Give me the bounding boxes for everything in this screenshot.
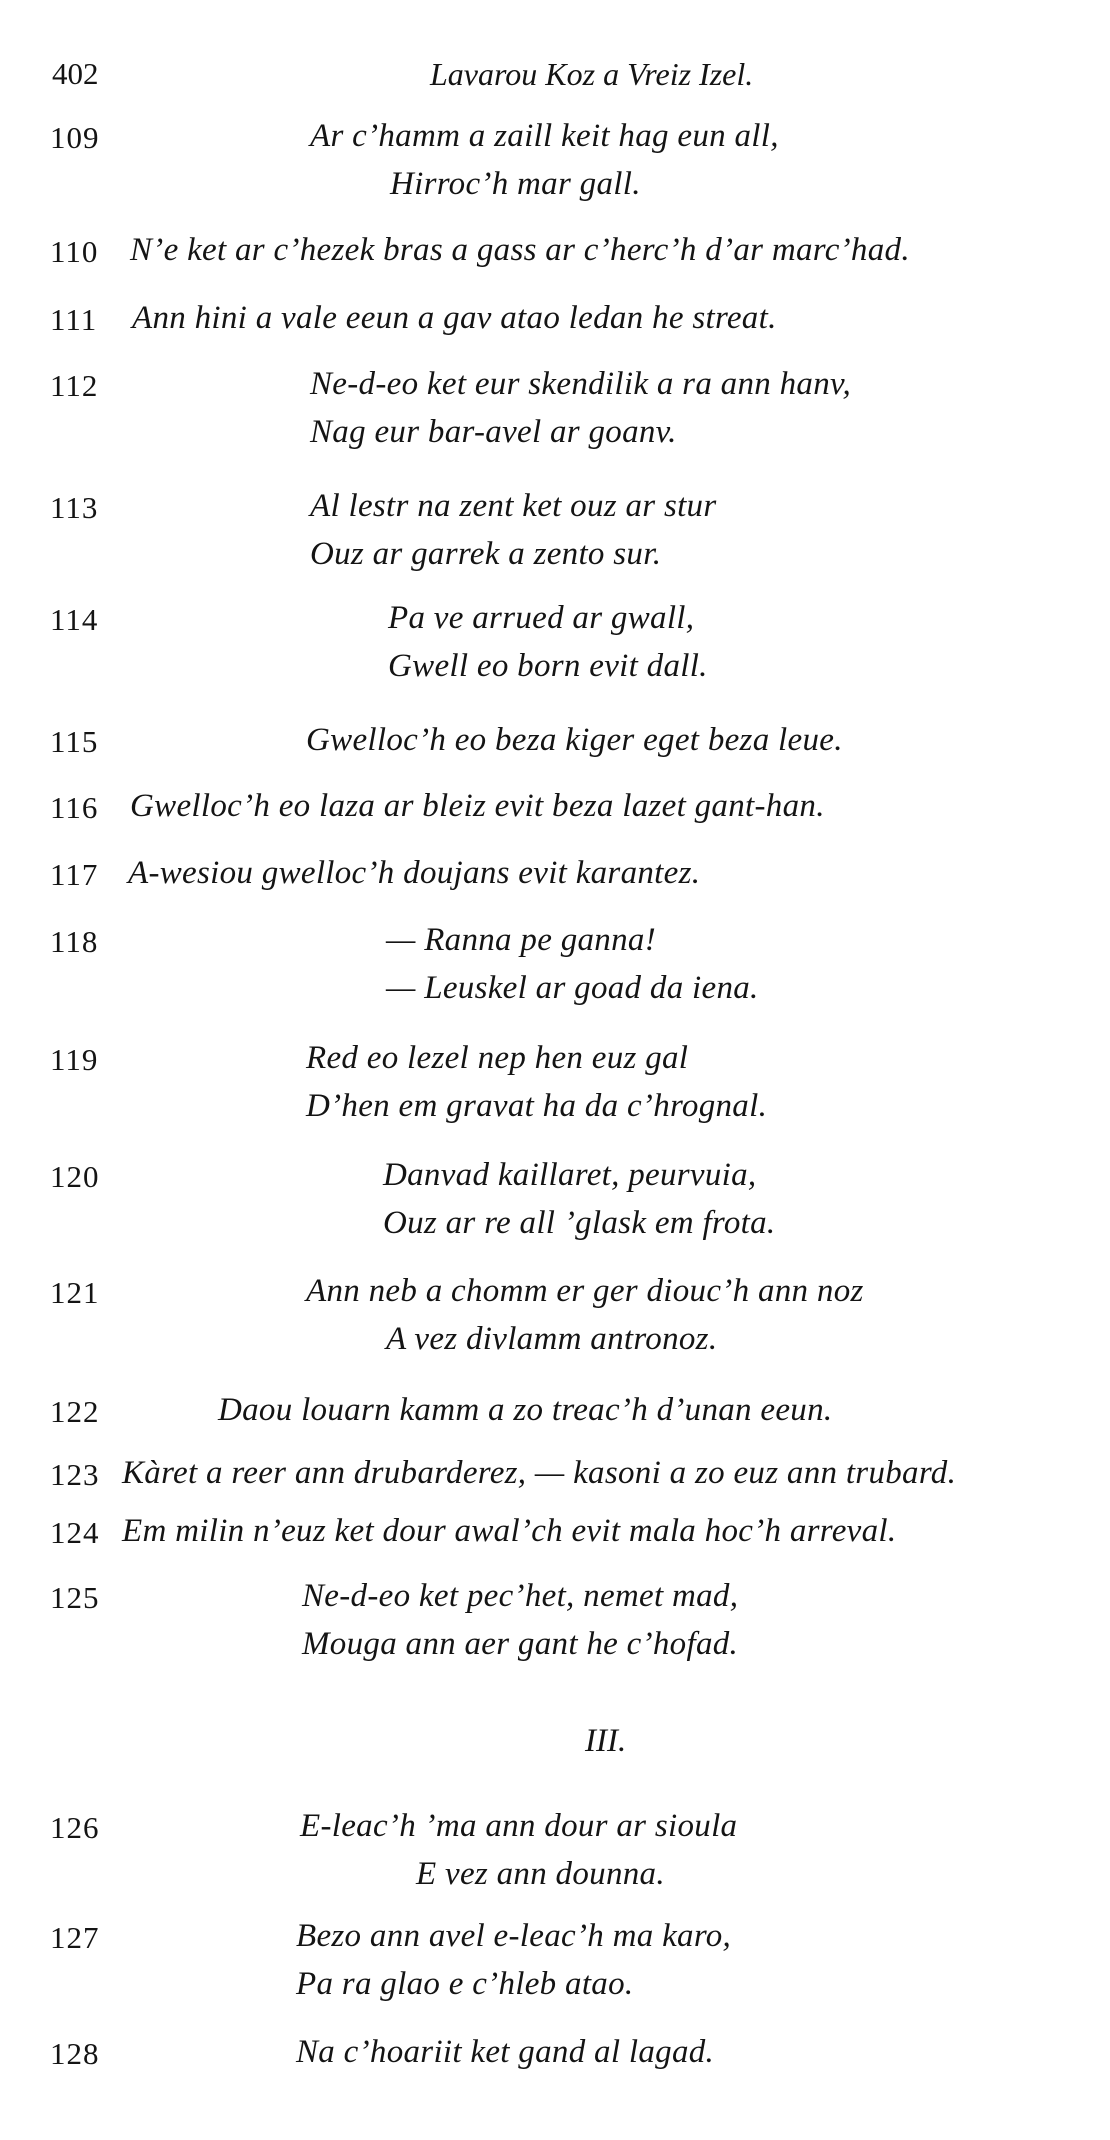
proverb-line: Pa ve arrued ar gwall, [388,600,695,636]
proverb-number: 112 [50,368,99,403]
proverb-number: 115 [50,724,99,759]
proverb-line: Danvad kaillaret, peurvuia, [383,1157,757,1193]
proverb-line: A vez divlamm antronoz. [386,1321,718,1357]
proverb-number: 120 [50,1159,100,1194]
proverb-line: Ne-d-eo ket eur skendilik a ra ann hanv, [310,366,852,402]
proverb-number: 119 [50,1042,99,1077]
proverb-number: 118 [50,924,99,959]
proverb-number: 114 [50,602,99,637]
proverb-number: 113 [50,490,99,525]
proverb-number: 116 [50,790,99,825]
proverb-line: Mouga ann aer gant he c’hofad. [302,1626,739,1662]
proverb-number: 109 [50,120,100,155]
proverb-number: 122 [50,1394,100,1429]
proverb-number: 125 [50,1580,100,1615]
proverb-number: 110 [50,234,99,269]
proverb-line: Na c’hoariit ket gand al lagad. [296,2034,715,2070]
proverb-number: 111 [50,302,98,337]
proverb-line: Ann hini a vale eeun a gav atao ledan he streat. [132,300,777,336]
proverb-line: Daou louarn kamm a zo treac’h d’unan eeun. [218,1392,833,1428]
proverb-line: Kàret a reer ann drubarderez, — kasoni a zo euz ann trubard. [122,1455,957,1491]
proverb-number: 126 [50,1810,100,1845]
proverb-line: A-wesiou gwelloc’h doujans evit karantez. [128,855,701,891]
proverb-line: Pa ra glao e c’hleb atao. [296,1966,634,2002]
proverb-number: 117 [50,857,99,892]
proverb-line: Gwelloc’h eo laza ar bleiz evit beza lazet gant-han. [130,788,825,824]
proverb-number: 127 [50,1920,100,1955]
proverb-line: Hirroc’h mar gall. [390,166,641,202]
proverb-number: 128 [50,2036,100,2071]
proverb-line: Al lestr na zent ket ouz ar stur [310,488,717,524]
page-number: 402 [52,56,99,91]
proverb-line: Ar c’hamm a zaill keit hag eun all, [310,118,779,154]
proverb-line: E vez ann dounna. [416,1856,665,1892]
proverb-line: Ann neb a chomm er ger diouc’h ann noz [306,1273,864,1309]
proverb-line: — Ranna pe ganna! [386,922,656,958]
proverb-line: N’e ket ar c’hezek bras a gass ar c’herc’h d’ar marc’had. [130,232,910,268]
proverb-number: 123 [50,1457,100,1492]
running-title: Lavarou Koz a Vreiz Izel. [430,56,754,92]
proverb-line: Gwelloc’h eo beza kiger eget beza leue. [306,722,843,758]
proverb-line: D’hen em gravat ha da c’hrognal. [306,1088,768,1124]
proverb-line: Ouz ar re all ’glask em frota. [383,1205,776,1241]
proverb-number: 121 [50,1275,100,1310]
proverb-line: Nag eur bar-avel ar goanv. [310,414,677,450]
proverb-line: — Leuskel ar goad da iena. [386,970,759,1006]
proverb-number: 124 [50,1515,100,1550]
proverb-line: Bezo ann avel e-leac’h ma karo, [296,1918,732,1954]
proverb-line: Red eo lezel nep hen euz gal [306,1040,689,1076]
proverb-line: Ne-d-eo ket pec’het, nemet mad, [302,1578,739,1614]
section-heading: III. [585,1723,627,1759]
proverb-line: Gwell eo born evit dall. [388,648,708,684]
proverb-line: E-leac’h ’ma ann dour ar sioula [300,1808,738,1844]
proverb-line: Ouz ar garrek a zento sur. [310,536,662,572]
proverb-line: Em milin n’euz ket dour awal’ch evit mala hoc’h arreval. [122,1513,897,1549]
